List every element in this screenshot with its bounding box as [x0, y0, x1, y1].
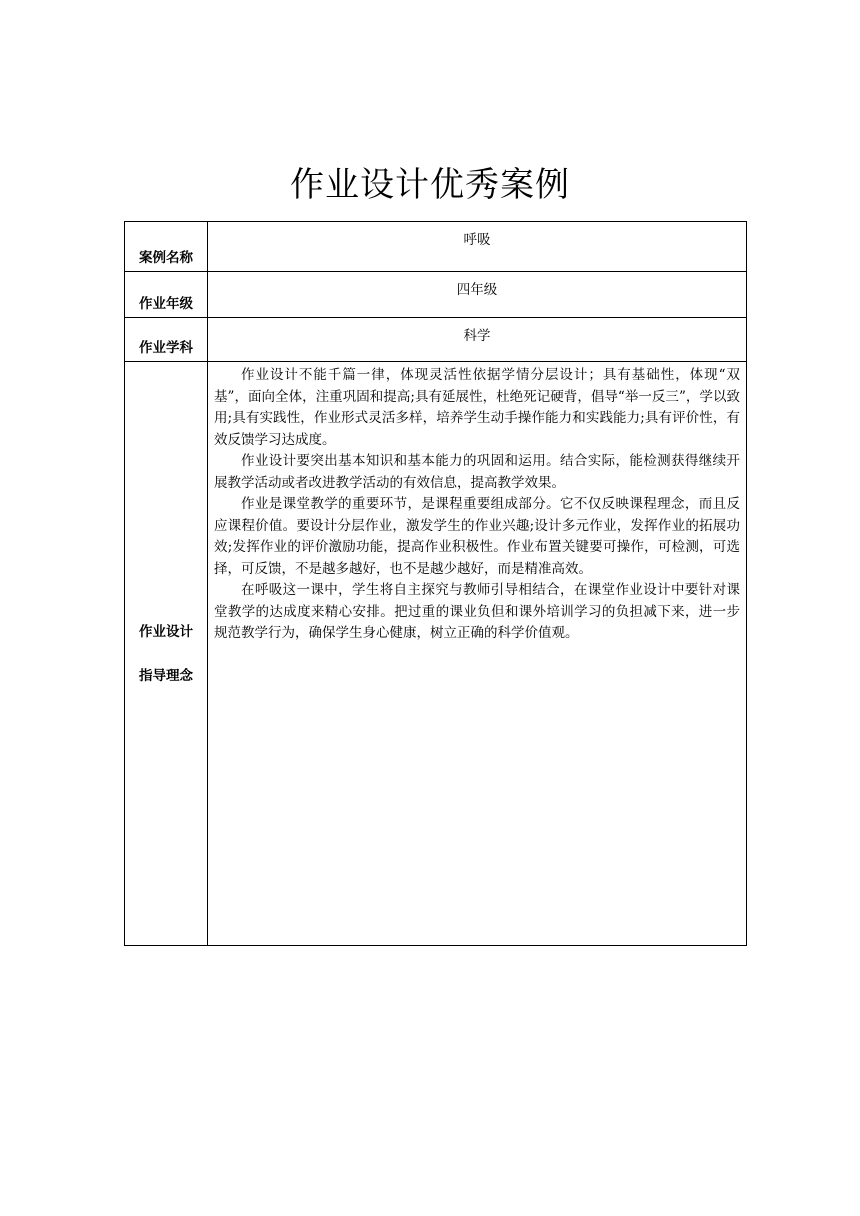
- guide-label: [125, 362, 208, 946]
- table-row: [125, 362, 747, 946]
- table-row: [125, 222, 747, 272]
- subject-label: 作业学科: [125, 318, 208, 362]
- subject-value: 科学: [208, 318, 747, 362]
- table-row: [125, 318, 747, 362]
- guide-label-line2: 指导理念: [139, 667, 193, 684]
- grade-label: 作业年级: [125, 272, 208, 318]
- guide-content: [208, 362, 747, 946]
- grade-value: 四年级: [208, 272, 747, 318]
- guide-paragraph: 作业是课堂教学的重要环节，是课程重要组成部分。它不仅反映课程理念，而且反应课程价值。要设计分层作业，激发学生的作业兴趣;设计多元作业，发挥作业的拓展功效;发挥作业的评价激励功能，提高作业积极性。作业布置关键要可操作，可检测，可选择，可反馈，不是越多越好，也不是越少越好，而是精准高效。: [214, 496, 740, 577]
- case-info-table: [124, 221, 747, 946]
- guide-label-line1: 作业设计: [139, 623, 193, 640]
- guide-paragraph: 作业设计不能千篇一律，体现灵活性依据学情分层设计；具有基础性，体现“双基”，面向全体，注重巩固和提高;具有延展性，杜绝死记硬背，倡导“举一反三”，学以致用;具有实践性，作业形式灵活多样，培养学生动手操作能力和实践能力;具有评价性，有效反馈学习达成度。: [214, 367, 740, 448]
- case-name-value: 呼吸: [208, 222, 747, 272]
- case-name-label: 案例名称: [125, 222, 208, 272]
- guide-paragraph: 作业设计要突出基本知识和基本能力的巩固和运用。结合实际，能检测获得继续开展教学活动或者改进教学活动的有效信息，提高教学效果。: [214, 453, 740, 491]
- guide-paragraph: 在呼吸这一课中，学生将自主探究与教师引导相结合，在课堂作业设计中要针对课堂教学的达成度来精心安排。把过重的课业负但和课外培训学习的负担减下来，进一步规范教学行为，确保学生身心健康，树立正确的科学价值观。: [214, 582, 740, 641]
- table-row: [125, 272, 747, 318]
- page-title: 作业设计优秀案例: [290, 165, 570, 205]
